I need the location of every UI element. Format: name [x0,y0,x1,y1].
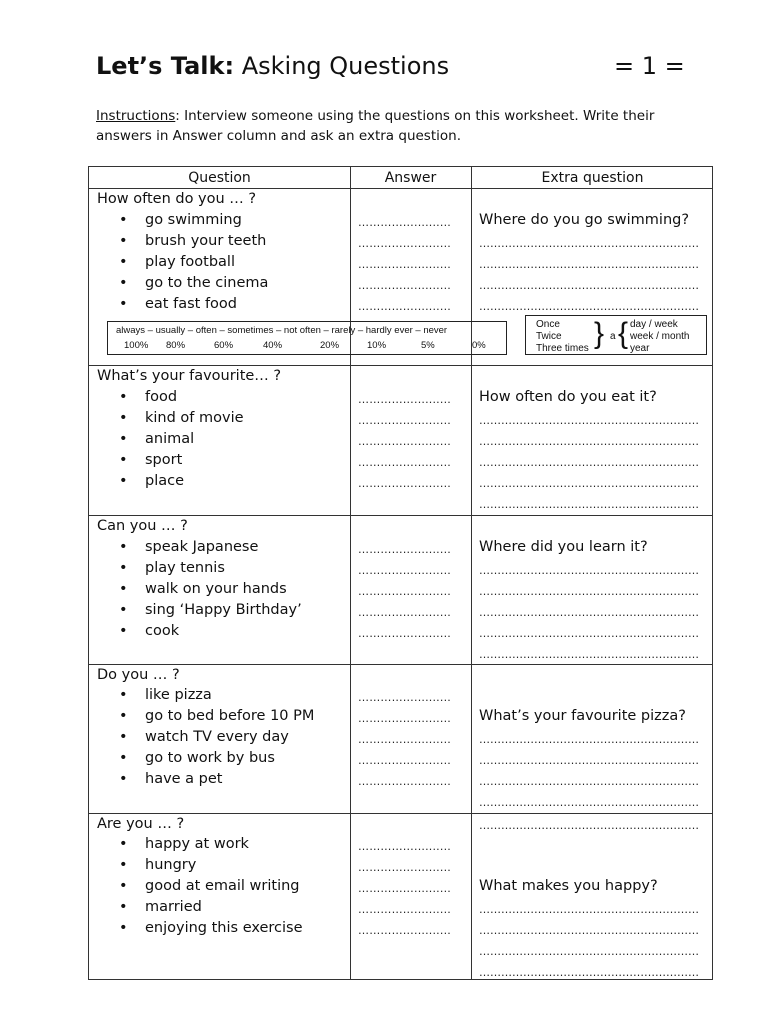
answer-line[interactable]: …………….......... [358,861,451,874]
question-item: • hungry [145,857,196,873]
count-expressions [525,315,707,355]
question-item: • go to the cinema [145,275,268,291]
row-divider [89,813,712,814]
extra-line[interactable]: …………………………………………………… [479,648,699,661]
question-item: • eat fast food [145,296,237,312]
question-item: • speak Japanese [145,539,258,555]
frequency-words: always – usually – often – sometimes – not often – rarely – hardly ever – never [116,325,448,336]
extra-line[interactable]: …………………………………………………… [479,966,699,979]
extra-line[interactable]: …………………………………………………… [479,279,699,292]
percent-label: 80% [166,340,186,351]
percent-label: 40% [263,340,283,351]
question-item: • go to bed before 10 PM [145,708,314,724]
percent-label: 100% [124,340,149,351]
answer-line[interactable]: …………….......... [358,882,451,895]
question-item: • kind of movie [145,410,244,426]
answer-line[interactable]: …………….......... [358,477,451,490]
answer-line[interactable]: …………….......... [358,237,451,250]
question-item: • good at email writing [145,878,300,894]
answer-line[interactable]: …………….......... [358,840,451,853]
extra-line[interactable]: …………………………………………………… [479,796,699,809]
question-item: • brush your teeth [145,233,266,249]
extra-line[interactable]: …………………………………………………… [479,258,699,271]
answer-line[interactable]: …………….......... [358,300,451,313]
question-item: • animal [145,431,194,447]
answer-line[interactable]: …………….......... [358,754,451,767]
section-heading: Do you … ? [97,667,180,683]
percent-label: 5% [421,340,435,351]
extra-question: Where did you learn it? [479,539,648,555]
extra-line[interactable]: …………………………………………………… [479,564,699,577]
extra-question: What makes you happy? [479,878,658,894]
question-item: • have a pet [145,771,223,787]
row-divider [89,365,712,366]
section-heading: Can you … ? [97,518,188,534]
answer-line[interactable]: …………….......... [358,456,451,469]
question-item: • married [145,899,202,915]
column-divider [350,167,351,979]
question-item: • play football [145,254,235,270]
question-item: • cook [145,623,179,639]
question-item: • enjoying this exercise [145,920,303,936]
extra-line[interactable]: …………………………………………………… [479,477,699,490]
extra-line[interactable]: …………………………………………………… [479,300,699,313]
question-item: • happy at work [145,836,249,852]
page-number: = 1 = [614,52,685,80]
section-heading: What’s your favourite… ? [97,368,282,384]
question-item: • sing ‘Happy Birthday’ [145,602,302,618]
percent-label: 10% [367,340,387,351]
title-rest: Asking Questions [241,52,450,80]
extra-line[interactable]: …………………………………………………… [479,237,699,250]
answer-line[interactable]: …………….......... [358,435,451,448]
instructions-text: : Interview someone using the questions on this worksheet. Write their answers in Answer column and ask an extra question. [96,108,655,144]
question-item: • walk on your hands [145,581,287,597]
column-divider [471,167,472,979]
row-divider [89,664,712,665]
answer-line[interactable]: …………….......... [358,585,451,598]
answer-line[interactable]: …………….......... [358,543,451,556]
answer-line[interactable]: …………….......... [358,414,451,427]
extra-question: How often do you eat it? [479,389,657,405]
extra-question: What’s your favourite pizza? [479,708,686,724]
brace-icon: } [594,317,605,350]
frequency-scale [107,321,507,355]
count-left: Once [536,319,560,330]
answer-line[interactable]: …………….......... [358,393,451,406]
question-item: • go swimming [145,212,242,228]
extra-line[interactable]: …………………………………………………… [479,456,699,469]
section-heading: How often do you … ? [97,191,257,207]
header-answer: Answer [384,170,437,186]
extra-line[interactable]: …………………………………………………… [479,627,699,640]
header-question: Question [188,170,251,186]
instructions-label: Instructions [96,108,176,124]
count-middle: a [610,331,616,342]
count-left: Three times [536,343,589,354]
question-item: • like pizza [145,687,212,703]
extra-line[interactable]: …………………………………………………… [479,754,699,767]
answer-line[interactable]: …………….......... [358,627,451,640]
extra-line[interactable]: …………………………………………………… [479,945,699,958]
row-divider [89,515,712,516]
worksheet-table [88,166,713,980]
question-item: • watch TV every day [145,729,289,745]
count-left: Twice [536,331,562,342]
question-item: • sport [145,452,182,468]
extra-line[interactable]: …………………………………………………… [479,606,699,619]
extra-line[interactable]: …………………………………………………… [479,414,699,427]
percent-label: 0% [472,340,486,351]
answer-line[interactable]: …………….......... [358,733,451,746]
answer-line[interactable]: …………….......... [358,564,451,577]
count-right: day / week [630,319,678,330]
extra-line[interactable]: …………………………………………………… [479,775,699,788]
answer-line[interactable]: …………….......... [358,279,451,292]
answer-line[interactable]: …………….......... [358,606,451,619]
title-bold: Let’s Talk: [96,52,235,80]
header-extra: Extra question [541,170,644,186]
percent-label: 60% [214,340,234,351]
count-right: week / month [630,331,690,342]
answer-line[interactable]: …………….......... [358,775,451,788]
question-item: • play tennis [145,560,225,576]
answer-line[interactable]: …………….......... [358,903,451,916]
answer-line[interactable]: …………….......... [358,712,451,725]
section-heading: Are you … ? [97,816,185,832]
question-item: • place [145,473,184,489]
extra-line[interactable]: …………………………………………………… [479,819,699,832]
extra-line[interactable]: …………………………………………………… [479,498,699,511]
answer-line[interactable]: …………….......... [358,258,451,271]
extra-line[interactable]: …………………………………………………… [479,733,699,746]
extra-line[interactable]: …………………………………………………… [479,903,699,916]
header-divider [89,188,712,189]
answer-line[interactable]: …………….......... [358,924,451,937]
answer-line[interactable]: …………….......... [358,691,451,704]
extra-question: Where do you go swimming? [479,212,690,228]
percent-label: 20% [320,340,340,351]
page-title [96,52,449,80]
question-item: • go to work by bus [145,750,275,766]
extra-line[interactable]: …………………………………………………… [479,435,699,448]
extra-line[interactable]: …………………………………………………… [479,924,699,937]
brace-icon: { [618,317,629,350]
extra-line[interactable]: …………………………………………………… [479,585,699,598]
question-item: • food [145,389,177,405]
count-right: year [630,343,650,354]
answer-line[interactable]: …………….......... [358,216,451,229]
instructions [96,106,696,146]
